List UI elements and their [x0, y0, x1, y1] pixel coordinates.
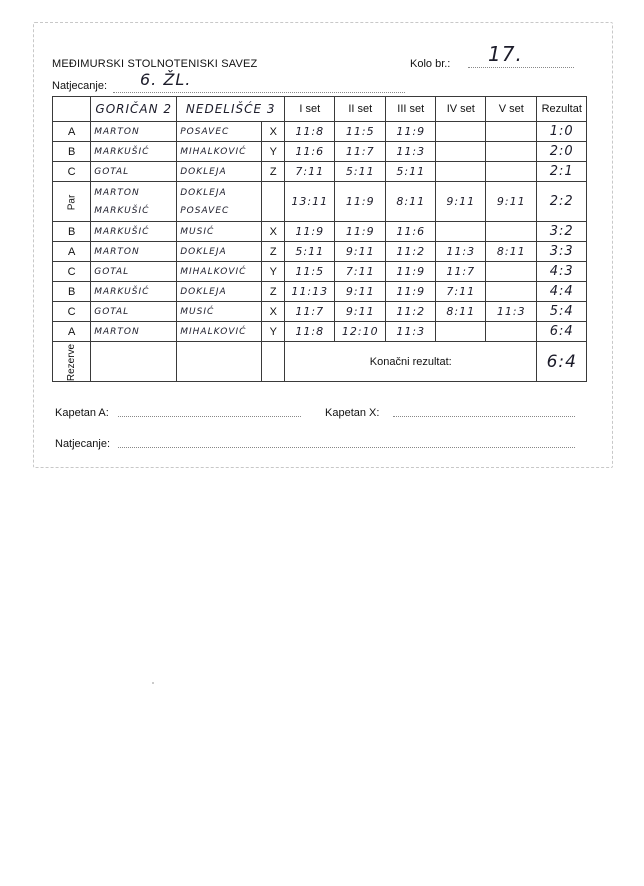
set-score[interactable]: 11:9 [386, 262, 436, 282]
side-letter-x: Z [262, 162, 285, 182]
captain-x-label: Kapetan X: [325, 407, 380, 419]
side-letter-x: Y [262, 262, 285, 282]
paper-speck [152, 682, 154, 684]
player-a[interactable]: MARTON [91, 242, 177, 262]
match-row [53, 282, 587, 302]
set-score[interactable] [486, 162, 537, 182]
reserve-row [53, 342, 587, 382]
federation-title: MEĐIMURSKI STOLNOTENISKI SAVEZ [52, 58, 258, 70]
set-score[interactable]: 11:7 [436, 262, 486, 282]
match-result[interactable]: 4:4 [537, 282, 587, 302]
player-x[interactable]: DOKLEJA [177, 162, 262, 182]
set-score[interactable]: 8:11 [486, 242, 537, 262]
set-score[interactable]: 11:5 [335, 122, 386, 142]
set-score[interactable]: 11:9 [386, 282, 436, 302]
player-x[interactable]: DOKLEJA [177, 282, 262, 302]
match-row [53, 322, 587, 342]
set-score[interactable]: 11:9 [335, 182, 386, 222]
match-result[interactable]: 2:1 [537, 162, 587, 182]
match-result[interactable]: 2:0 [537, 142, 587, 162]
captain-a-signature-line[interactable] [118, 416, 301, 417]
header-row [53, 97, 587, 122]
side-letter-a: C [53, 262, 91, 282]
player-a[interactable]: MARKUŠIĆ [91, 142, 177, 162]
player-a[interactable]: GOTAL [91, 162, 177, 182]
round-line [468, 67, 574, 68]
side-letter-x: Z [262, 242, 285, 262]
footer-competition-label: Natjecanje: [55, 438, 111, 450]
player-x[interactable]: MUSIĆ [177, 222, 262, 242]
match-result[interactable]: 3:3 [537, 242, 587, 262]
set-score[interactable]: 7:11 [436, 282, 486, 302]
set-score[interactable]: 11:7 [285, 302, 335, 322]
competition-label: Natjecanje: [52, 80, 108, 92]
side-letter-a: A [53, 322, 91, 342]
side-letter-x: X [262, 122, 285, 142]
pair-label: Par [66, 194, 78, 210]
pair-player-x1: DOKLEJA [180, 187, 227, 198]
match-row [53, 302, 587, 322]
result-header: Rezultat [537, 97, 587, 122]
side-letter-x [262, 182, 285, 222]
side-letter-x: Y [262, 322, 285, 342]
set-score[interactable]: 11:6 [386, 222, 436, 242]
reserve-x-cell[interactable] [177, 342, 262, 382]
side-letter-x: X [262, 222, 285, 242]
set-score[interactable]: 11:2 [386, 302, 436, 322]
corner-cell [53, 97, 91, 122]
set-score[interactable] [486, 122, 537, 142]
captain-x-signature-line[interactable] [393, 416, 575, 417]
set-score[interactable]: 9:11 [486, 182, 537, 222]
set-score[interactable]: 11:3 [386, 322, 436, 342]
match-result[interactable]: 1:0 [537, 122, 587, 142]
pair-player-a1: MARTON [94, 187, 140, 198]
set-score[interactable]: 9:11 [335, 302, 386, 322]
set-score[interactable] [436, 322, 486, 342]
player-a[interactable]: GOTAL [91, 262, 177, 282]
pair-player-a2: MARKUŠIĆ [94, 205, 150, 216]
set-score[interactable]: 11:7 [335, 142, 386, 162]
set-score[interactable]: 11:8 [285, 122, 335, 142]
set-score[interactable]: 11:5 [285, 262, 335, 282]
set-score[interactable]: 11:3 [386, 142, 436, 162]
set-score[interactable]: 5:11 [285, 242, 335, 262]
set-score[interactable]: 11:6 [285, 142, 335, 162]
side-letter-a: B [53, 142, 91, 162]
side-letter-a: A [53, 122, 91, 142]
set-header-3: III set [386, 97, 436, 122]
footer-competition-line[interactable] [118, 447, 575, 448]
set-score[interactable]: 9:11 [335, 282, 386, 302]
round-value[interactable]: 17. [488, 42, 523, 66]
set-score[interactable]: 8:11 [386, 182, 436, 222]
set-score[interactable]: 9:11 [436, 182, 486, 222]
set-score[interactable] [486, 222, 537, 242]
competition-value[interactable]: 6. ŽL. [140, 70, 192, 89]
player-x[interactable]: MUSIĆ [177, 302, 262, 322]
set-score[interactable]: 11:3 [436, 242, 486, 262]
set-score[interactable] [436, 162, 486, 182]
pair-label-cell [53, 182, 91, 222]
match-row [53, 162, 587, 182]
set-score[interactable] [436, 142, 486, 162]
set-score[interactable]: 11:9 [335, 222, 386, 242]
player-x[interactable]: MIHALKOVIĆ [177, 322, 262, 342]
player-a[interactable]: GOTAL [91, 302, 177, 322]
round-label: Kolo br.: [410, 58, 451, 70]
match-row [53, 122, 587, 142]
match-row [53, 222, 587, 242]
side-letter-x: Y [262, 142, 285, 162]
match-row [53, 242, 587, 262]
set-score[interactable]: 11:9 [386, 122, 436, 142]
match-row [53, 142, 587, 162]
final-result-value[interactable]: 6:4 [537, 342, 587, 382]
reserve-a-cell[interactable] [91, 342, 177, 382]
set-score[interactable]: 5:11 [335, 162, 386, 182]
player-x[interactable]: MIHALKOVIĆ [177, 142, 262, 162]
match-result[interactable]: 3:2 [537, 222, 587, 242]
set-score[interactable]: 7:11 [285, 162, 335, 182]
side-letter-a: C [53, 302, 91, 322]
side-letter-a: A [53, 242, 91, 262]
player-x[interactable]: MIHALKOVIĆ [177, 262, 262, 282]
team-x-name[interactable]: NEDELIŠĆE 3 [177, 97, 285, 122]
set-score[interactable]: 7:11 [335, 262, 386, 282]
side-letter-a: C [53, 162, 91, 182]
set-score[interactable]: 8:11 [436, 302, 486, 322]
captain-a-label: Kapetan A: [55, 407, 109, 419]
set-score[interactable] [436, 222, 486, 242]
player-a[interactable]: MARTON [91, 122, 177, 142]
side-letter-x: X [262, 302, 285, 322]
player-a[interactable]: MARKUŠIĆ [91, 222, 177, 242]
set-score[interactable]: 11:2 [386, 242, 436, 262]
set-header-1: I set [285, 97, 335, 122]
set-header-2: II set [335, 97, 386, 122]
set-header-5: V set [486, 97, 537, 122]
reserve-label: Rezerve [66, 343, 78, 381]
team-a-name[interactable]: GORIČAN 2 [91, 97, 177, 122]
set-score[interactable]: 5:11 [386, 162, 436, 182]
set-score[interactable]: 11:8 [285, 322, 335, 342]
reserve-label-cell [53, 342, 91, 382]
set-score[interactable]: 12:10 [335, 322, 386, 342]
competition-line [113, 92, 405, 93]
player-x[interactable]: POSAVEC [177, 122, 262, 142]
player-x[interactable]: DOKLEJA [177, 242, 262, 262]
set-score[interactable] [486, 282, 537, 302]
pair-player-x2: POSAVEC [180, 205, 230, 216]
set-score[interactable] [486, 262, 537, 282]
set-score[interactable] [486, 142, 537, 162]
side-letter-a: B [53, 282, 91, 302]
set-score[interactable]: 9:11 [335, 242, 386, 262]
match-result[interactable]: 4:3 [537, 262, 587, 282]
set-score[interactable]: 11:3 [486, 302, 537, 322]
reserve-spacer [262, 342, 285, 382]
match-result[interactable]: 6:4 [537, 322, 587, 342]
player-a[interactable]: MARKUŠIĆ [91, 282, 177, 302]
set-score[interactable]: 11:13 [285, 282, 335, 302]
set-score[interactable] [436, 122, 486, 142]
match-result[interactable]: 2:2 [537, 182, 587, 222]
set-score[interactable]: 13:11 [285, 182, 335, 222]
match-result[interactable]: 5:4 [537, 302, 587, 322]
set-score[interactable]: 11:9 [285, 222, 335, 242]
match-row [53, 262, 587, 282]
player-a[interactable]: MARTON [91, 322, 177, 342]
set-header-4: IV set [436, 97, 486, 122]
match-table [52, 96, 587, 382]
pair-players-x[interactable] [177, 182, 262, 222]
side-letter-a: B [53, 222, 91, 242]
match-row [53, 182, 587, 222]
final-result-label: Konačni rezultat: [285, 342, 537, 382]
side-letter-x: Z [262, 282, 285, 302]
set-score[interactable] [486, 322, 537, 342]
pair-players-a[interactable] [91, 182, 177, 222]
